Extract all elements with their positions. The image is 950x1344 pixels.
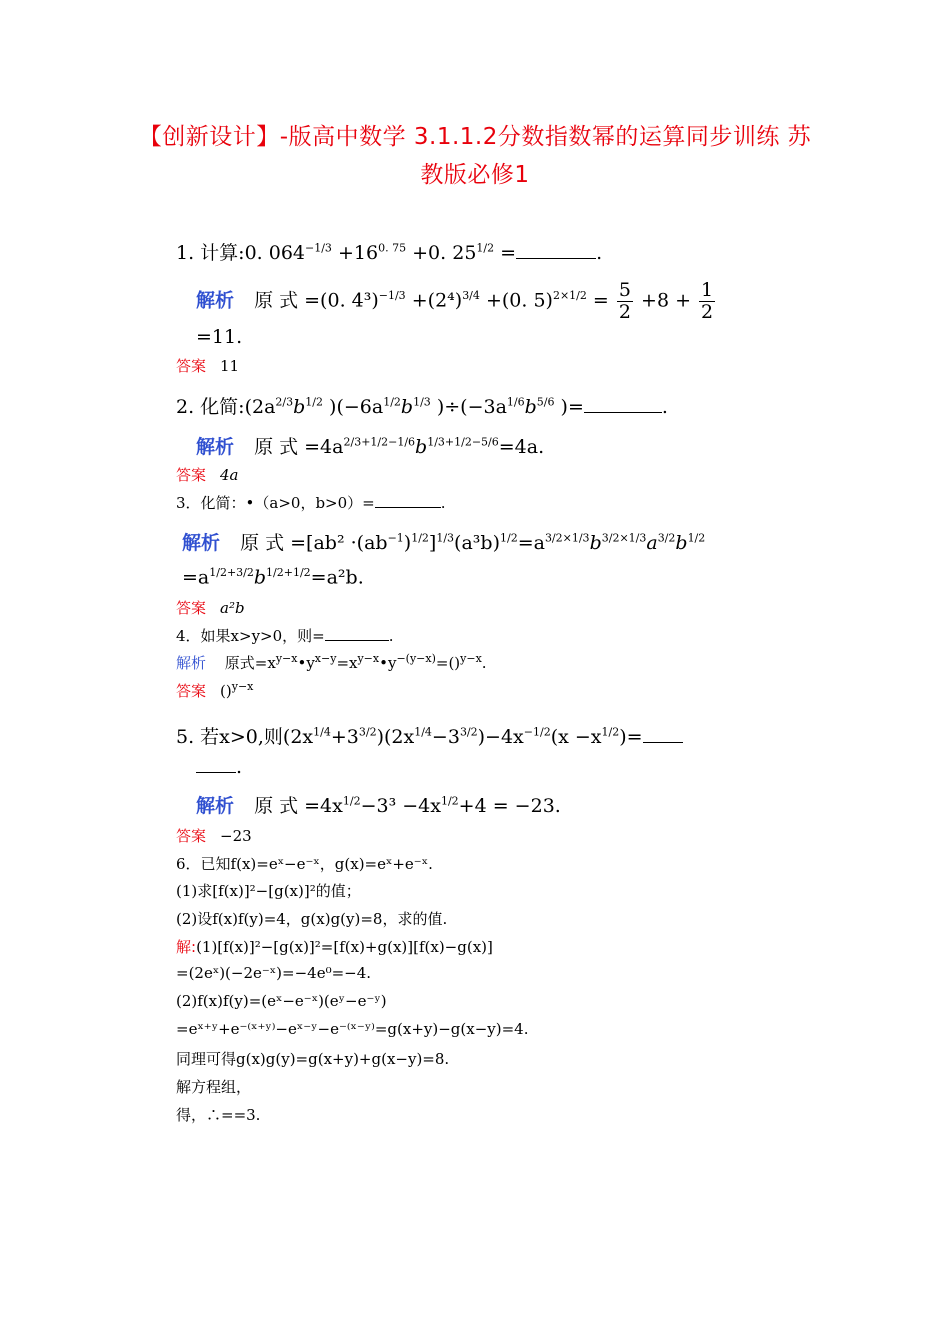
- fraction: $\frac{1}{2}$: [701, 279, 714, 323]
- q6-solution-line5: 同理可得g(x)g(y)=g(x+y)+g(x−y)=8.: [176, 1050, 450, 1068]
- q6-solution-line3: (2)f(x)f(y)=(eˣ−e⁻ˣ)(eʸ−e⁻ʸ): [176, 992, 387, 1010]
- title-line-1: 【创新设计】-版高中数学 3.1.1.2分数指数幂的运算同步训练 苏: [138, 124, 812, 150]
- q5-blank-continued: .: [196, 756, 242, 778]
- answer-blank: [516, 258, 596, 259]
- q3-answer: 答案 a²b: [176, 599, 245, 617]
- q6-part1: (1)求[f(x)]²−[g(x)]²的值；: [176, 882, 361, 900]
- answer-label: 答案: [176, 599, 207, 617]
- q2-question: 2. 化简$:(2a^{2/3}b^{1/2}$ )($-6a^{1/2}b^{1/3}$ )$\div(-3a^{1/6}b^{5/6}$ )= .: [176, 395, 668, 418]
- q6-solution-line7: 得，∴==3.: [176, 1106, 261, 1124]
- q6-solution-line4: =eˣ⁺ʸ+e⁻⁽ˣ⁺ʸ⁾−eˣ⁻ʸ−e⁻⁽ˣ⁻ʸ⁾=g(x+y)−g(x−y)=4.: [176, 1020, 529, 1038]
- answer-label: 答案: [176, 682, 207, 700]
- analysis-label: 解析: [196, 289, 235, 312]
- q5-answer: 答案 −23: [176, 827, 252, 845]
- q4-answer: 答案 ()$^{y-x}$: [176, 680, 254, 700]
- analysis-label: 解析: [176, 654, 207, 672]
- answer-blank: [375, 507, 441, 508]
- answer-label: 答案: [176, 357, 207, 375]
- q2-analysis: 解析 原 式 $=4a^{2/3+1/2-1/6}b^{1/3+1/2-5/6}=4a$.: [196, 435, 545, 458]
- analysis-label: 解析: [196, 436, 235, 458]
- q3-analysis: 解析 原 式 $=[ab^2 \cdot(ab^{-1})^{1/2}]^{1/3}(a^3b)^{1/2}=a^{3/2\times 1/3}b^{3/2\times 1/3}a^{3/2}b^{1/2}$: [182, 531, 706, 554]
- q5-question: 5. 若x>0,则$(2x^{1/4}+3^{3/2})(2x^{1/4}-3^{3/2})-4x^{-1/2}(x -x^{1/2})=$: [176, 722, 683, 749]
- q3-question: 3．化简：•（a>0，b>0）= .: [176, 494, 446, 512]
- q6-solution-line6: 解方程组，: [176, 1078, 252, 1096]
- answer-label: 答案: [176, 466, 207, 484]
- answer-label: 答案: [176, 827, 207, 845]
- q6-part2: (2)设f(x)f(y)=4，g(x)g(y)=8，求的值.: [176, 910, 448, 928]
- solution-label: 解:: [176, 938, 197, 956]
- q4-question: 4．如果x>y>0，则= .: [176, 627, 394, 645]
- q6-solution-line1: 解:(1)[f(x)]²−[g(x)]²=[f(x)+g(x)][f(x)−g(x)]: [176, 938, 493, 956]
- analysis-label: 解析: [182, 532, 221, 554]
- q5-analysis: 解析 原 式 $=4x^{1/2}-3^3 -4x^{1/2}+4 = -23$.: [196, 794, 561, 817]
- q1-answer: 答案 11: [176, 357, 240, 375]
- fraction: $\frac{5}{2}$: [618, 279, 631, 323]
- q1-question: 1. 计算:0. $064^{-1/3} +16^{0. 75} +0$. $25^{1/2}$ = .: [176, 241, 603, 264]
- answer-blank: [196, 772, 236, 773]
- q4-analysis: 解析 原式$=x^{y-x}•y^{x-y}=x^{y-x}•y^{-(y-x)}=()^{y-x}$.: [176, 652, 487, 672]
- q6-solution-line2: =(2eˣ)(−2e⁻ˣ)=−4e⁰=−4.: [176, 964, 372, 982]
- q1-result: =11.: [196, 326, 243, 348]
- q3-analysis-line2: $=a^{1/2+3/2}b^{1/2+1/2}=a^2b$.: [182, 566, 364, 589]
- document-title: [100, 118, 850, 194]
- analysis-label: 解析: [196, 795, 235, 817]
- q1-analysis: 解析 原 式 =(0. $4^3)^{-1/3} +(2^4)^{3/4} +(0$. 5)$^{2\times 1/2}$ = $\frac{5}{2}$ +8 + $\frac{1}{2}$: [196, 279, 714, 323]
- title-line-2: 教版必修1: [420, 162, 530, 188]
- q6-question: 6．已知f(x)=eˣ−e⁻ˣ，g(x)=eˣ+e⁻ˣ.: [176, 855, 433, 873]
- answer-blank: [325, 640, 389, 641]
- q2-answer: 答案 4a: [176, 466, 239, 484]
- answer-blank: [643, 742, 683, 743]
- answer-blank: [584, 412, 662, 413]
